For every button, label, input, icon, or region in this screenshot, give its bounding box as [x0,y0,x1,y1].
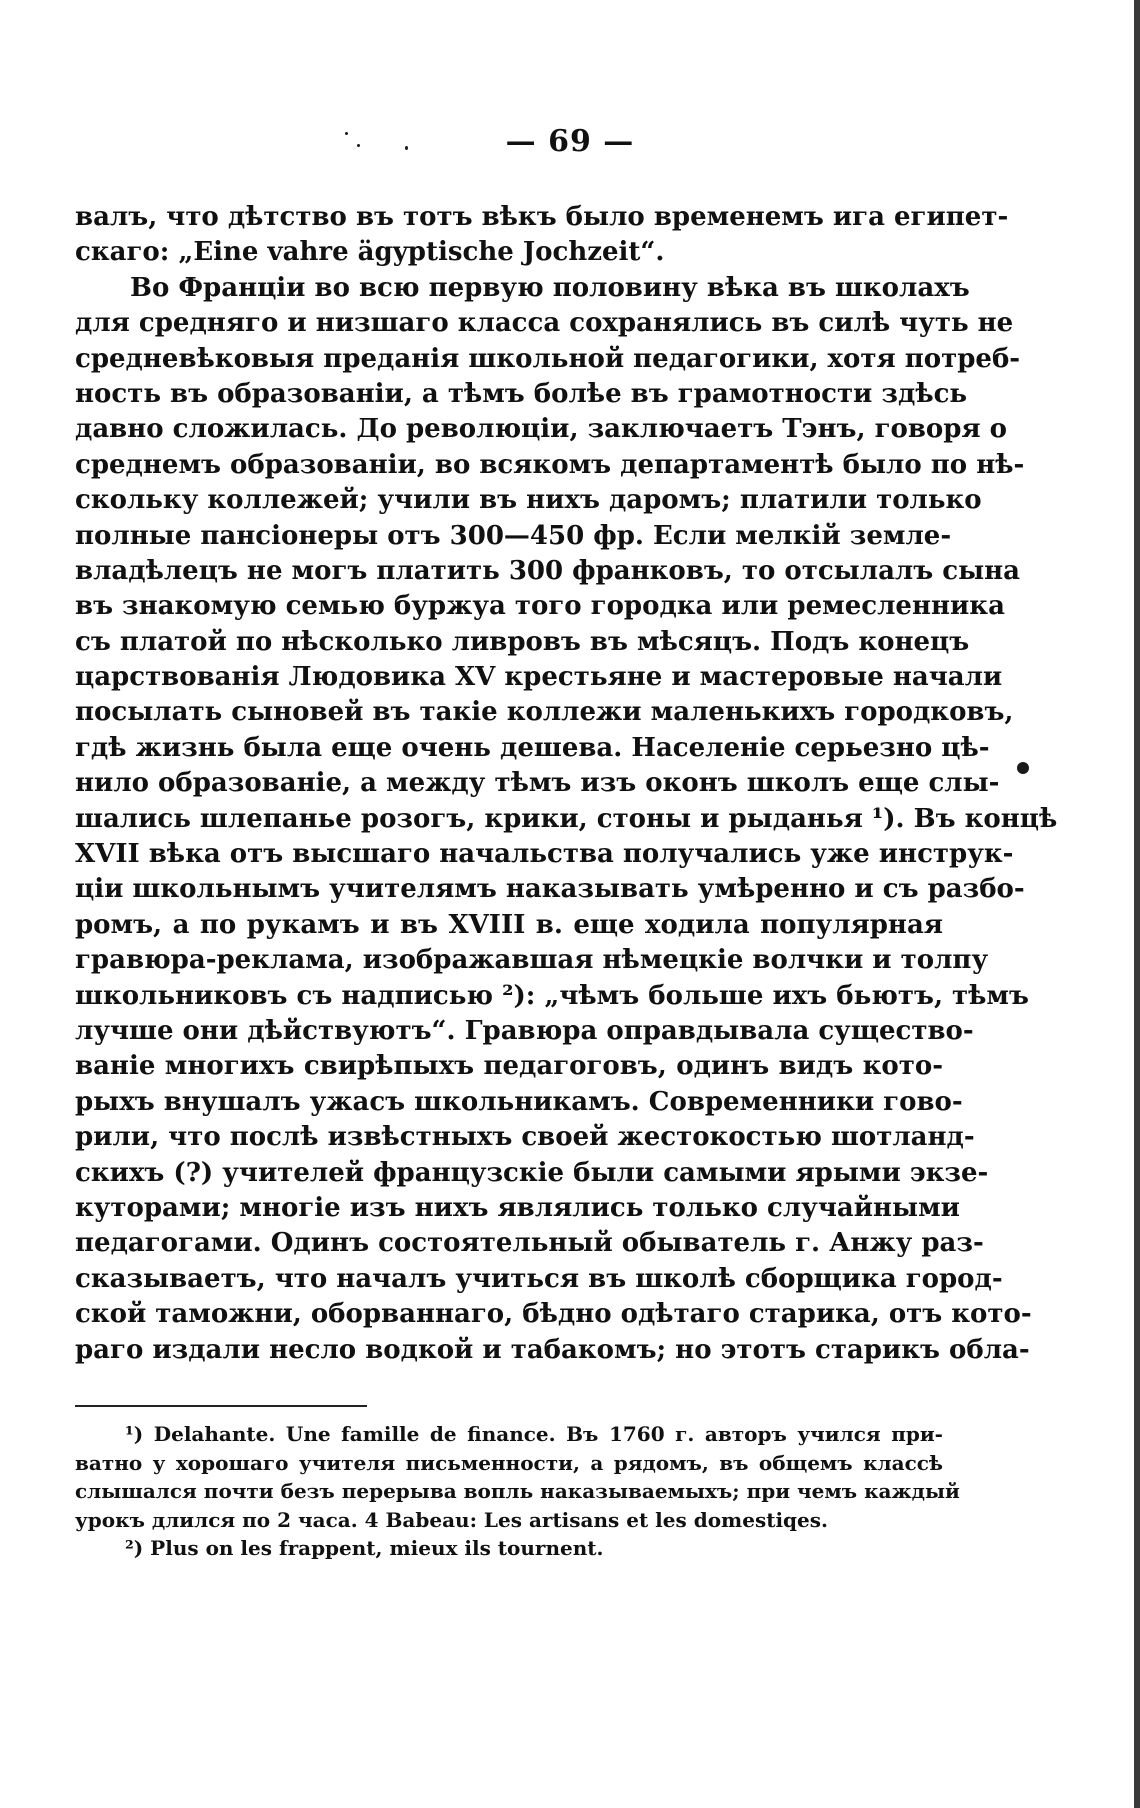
footnote-line: ²) Plus on les frappent, mieux ils tournent. [125,1536,604,1560]
text-line: валъ, что дѣтство въ тотъ вѣкъ было временемъ ига египет- [75,202,1009,232]
text-line: XVII вѣка отъ высшаго начальства получались уже инструк- [75,839,1014,870]
text-line: скаго: „Eine vahre ägyptische Jochzeit“. [75,237,665,268]
text-line: сказываетъ, что началъ учиться въ школѣ сборщика город- [75,1263,1003,1294]
text-line: для средняго и низшаго класса сохранялись въ силѣ чуть не [75,308,1014,339]
footnote-divider [75,1405,367,1407]
text-line: рили, что послѣ извѣстныхъ своей жестокостью шотланд- [75,1122,975,1153]
ink-speck [357,144,360,147]
footnote-line: урокъ длился по 2 часа. 4 Babeau: Les artisans et les domestiqes. [75,1507,828,1532]
text-line: ность въ образованіи, а тѣмъ болѣе въ грамотности здѣсь [75,378,968,409]
text-line: въ знакомую семью буржуа того городка или ремесленника [75,591,1005,622]
text-line: владѣлецъ не могъ платить 300 франковъ, то отсылалъ сына [75,555,1021,586]
page-number: — 69 — [505,124,635,159]
text-line: школьниковъ съ надписью ²): „чѣмъ больше ихъ бьютъ, тѣмъ [75,980,1029,1011]
text-line: ціи школьнымъ учителямъ наказывать умѣренно и съ разбо- [75,874,1025,905]
text-line: рыхъ внушалъ ужасъ школьникамъ. Современники гово- [75,1086,963,1117]
footnote-line: ватно у хорошаго учителя письменности, а рядомъ, въ общемъ классѣ [75,1450,943,1475]
text-line: гравюра-реклама, изображавшая нѣмецкіе волчки и толпу [75,945,989,976]
text-line: шались шлепанье розогъ, крики, стоны и рыданья ¹). Въ концѣ [75,803,1058,834]
text-line: посылать сыновей въ такіе коллежи маленькихъ городковъ, [75,697,1014,728]
text-line: съ платой по нѣсколько ливровъ въ мѣсяцъ. Подъ конецъ [75,626,970,657]
page-edge-border [1134,0,1140,1808]
text-line: скольку коллежей; учили въ нихъ даромъ; платили только [75,485,982,516]
ink-speck [345,132,348,135]
text-line: раго издали несло водкой и табакомъ; но этотъ старикъ обла- [75,1334,1030,1365]
ink-speck [405,146,408,150]
text-line: полные пансіонеры отъ 300—450 фр. Если мелкій земле- [75,520,952,551]
text-line: ской таможни, оборваннаго, бѣдно одѣтаго старика, отъ кото- [75,1299,1032,1330]
text-line: скихъ (?) учителей французскіе были самыми ярыми экзе- [75,1157,989,1188]
text-line: царствованія Людовика XV крестьяне и мастеровые начали [75,662,1003,693]
ink-speck [1017,762,1029,774]
footnotes [75,1420,960,1563]
text-line: нило образованіе, а между тѣмъ изъ оконъ школъ еще слы- [75,768,1000,799]
text-line: среднемъ образованіи, во всякомъ департаментѣ было по нѣ- [75,449,1025,480]
text-line: лучше они дѣйствуютъ“. Гравюра оправдывала существо- [75,1015,974,1046]
text-line: ваніе многихъ свирѣпыхъ педагоговъ, одинъ видъ кото- [75,1051,943,1082]
text-line: гдѣ жизнь была еще очень дешева. Населеніе серьезно цѣ- [75,732,990,763]
main-text [75,200,1058,1368]
text-line: ромъ, а по рукамъ и въ XVIII в. еще ходила популярная [75,909,943,940]
text-line: педагогами. Одинъ состоятельный обыватель г. Анжу раз- [75,1228,984,1259]
text-line: куторами; многіе изъ нихъ являлись только случайными [75,1192,960,1223]
footnote-line: слышался почти безъ перерыва вопль наказываемыхъ; при чемъ каждый [75,1479,960,1503]
text-line: Во Франціи во всю первую половину вѣка въ школахъ [130,272,970,303]
text-line: средневѣковыя преданія школьной педагогики, хотя потреб- [75,343,1021,374]
text-line: давно сложилась. До революціи, заключаетъ Тэнъ, говоря о [75,414,1008,445]
footnote-line: ¹) Delahante. Une famille de finance. Въ 1760 г. авторъ учился при- [125,1422,943,1446]
